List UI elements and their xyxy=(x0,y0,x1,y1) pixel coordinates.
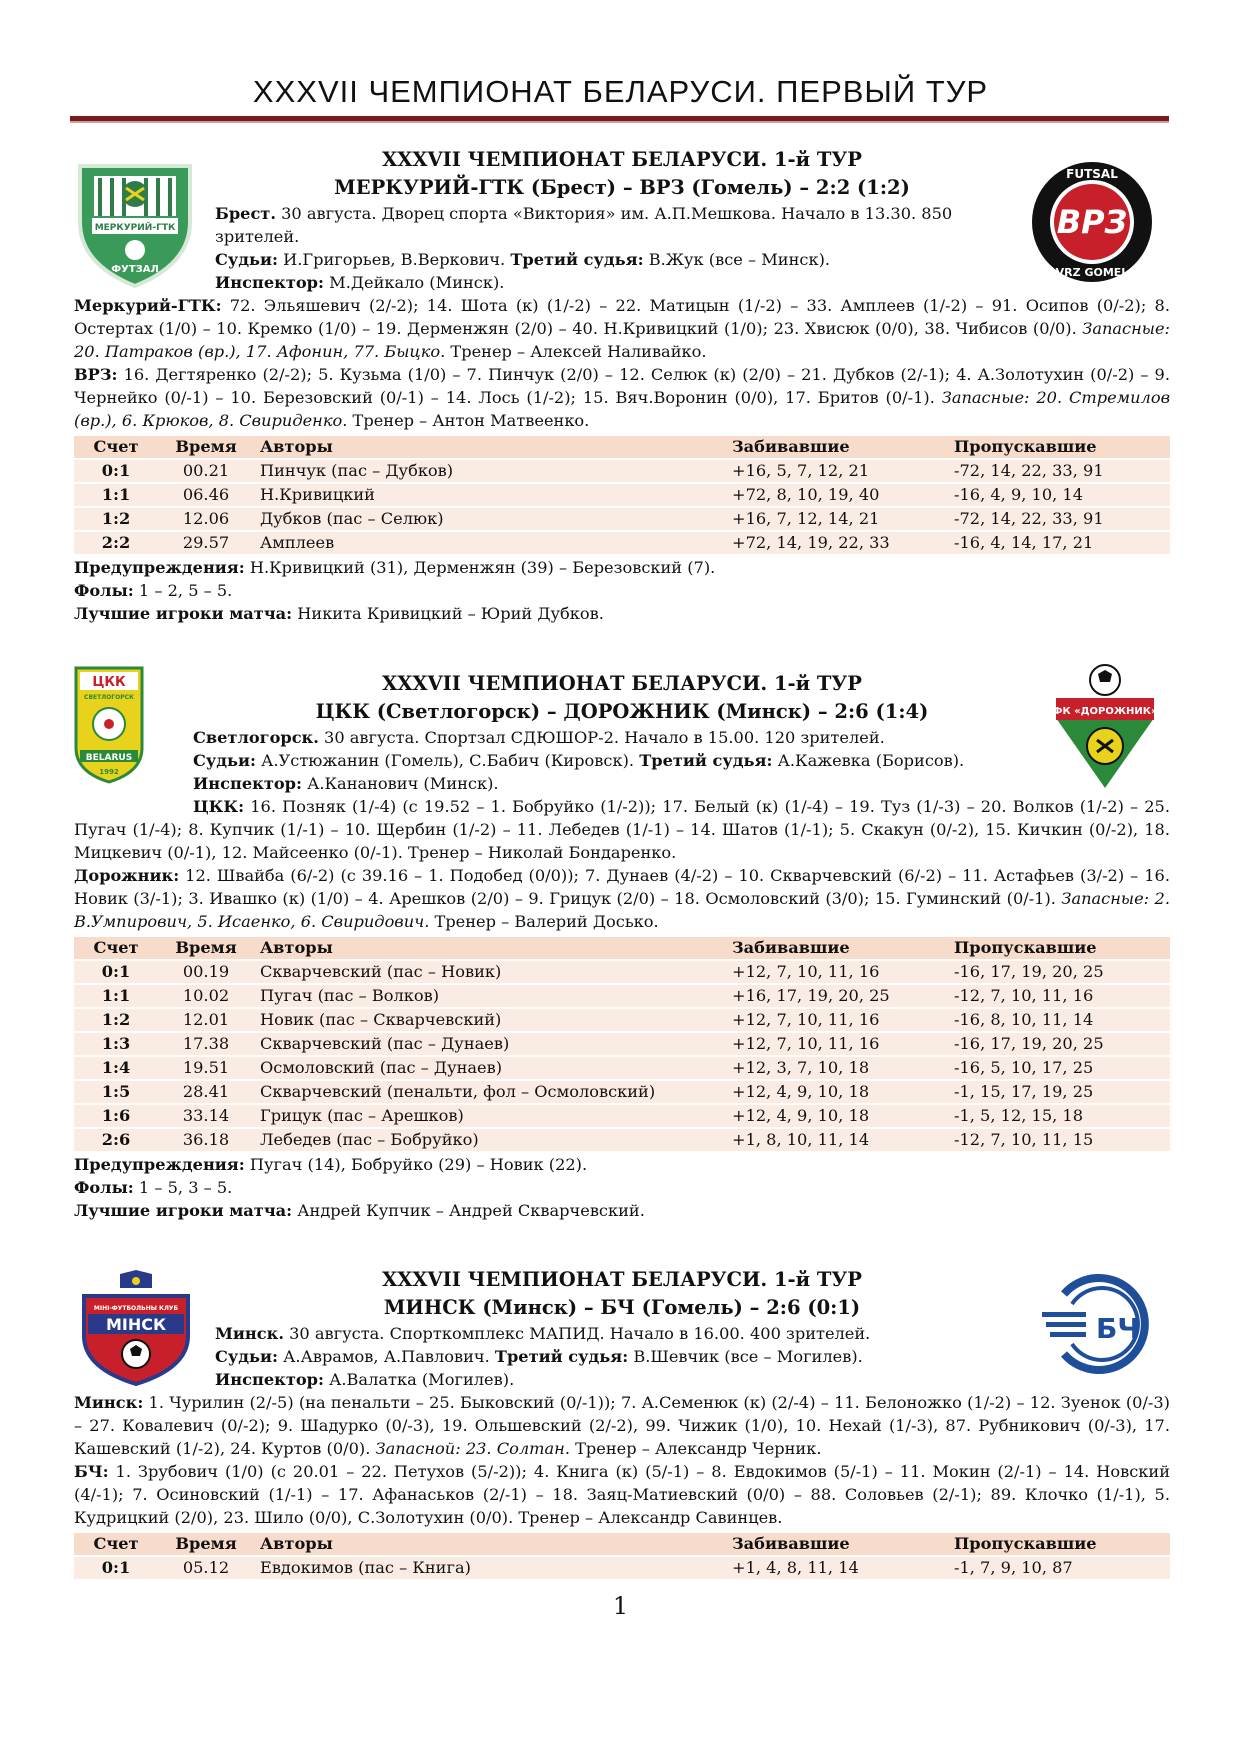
cell-author: Амплеев xyxy=(254,532,726,554)
vrz-logo-top: FUTSAL xyxy=(1066,167,1118,181)
away-coach: Тренер – Валерий Досько. xyxy=(429,912,659,931)
warnings-text: Н.Кривицкий (31), Дерменжян (39) – Березовский (7). xyxy=(244,558,716,577)
inspector-label: Инспектор: xyxy=(215,1370,324,1389)
referees-label: Судьи: xyxy=(215,1347,279,1366)
bch-logo xyxy=(1040,1264,1156,1382)
table-row xyxy=(74,1033,1170,1055)
match-1 xyxy=(74,146,1170,625)
minsk-logo-text: МІНСК xyxy=(105,1315,167,1334)
third-referee-text: В.Жук (все – Минск). xyxy=(643,250,831,269)
warnings-line xyxy=(74,556,1170,579)
fouls-text: 1 – 2, 5 – 5. xyxy=(133,581,233,600)
dorozhnik-logo xyxy=(1052,664,1158,792)
cell-time: 36.18 xyxy=(158,1129,254,1151)
home-lineup-text: 72. Эльяшевич (2/-2); 14. Шота (к) (1/-2) – 22. Матицын (1/-2) – 33. Амплеев (1/-2) – 91. Осипов (0/-2); 8. Остертах (1/0) – 10. Кремко (1/0) – 19. Дерменжян (2/0) – 40. Н.Кривицкий (1/0); 23. Хвисюк (0/0), 38. Чибисов (0/0). xyxy=(74,296,1170,338)
cell-score: 1:4 xyxy=(74,1057,158,1079)
cell-minus: -16, 8, 10, 11, 14 xyxy=(948,1009,1170,1031)
cell-minus: -1, 7, 9, 10, 87 xyxy=(948,1557,1170,1579)
referees-line xyxy=(215,1345,1035,1368)
cell-time: 19.51 xyxy=(158,1057,254,1079)
cell-author: Н.Кривицкий xyxy=(254,484,726,506)
fouls-label: Фолы: xyxy=(74,581,134,600)
cell-time: 10.02 xyxy=(158,985,254,1007)
inspector-text: А.Кананович (Минск). xyxy=(301,774,499,793)
merkuriy-logo-text: МЕРКУРИЙ-ГТК xyxy=(94,223,176,233)
venue-text: 30 августа. Спортзал СДЮШОР-2. Начало в 15.00. 120 зрителей. xyxy=(318,728,885,747)
cell-author: Осмоловский (пас – Дунаев) xyxy=(254,1057,726,1079)
cell-score: 2:6 xyxy=(74,1129,158,1151)
goals-table-header xyxy=(74,436,1170,458)
cell-time: 12.01 xyxy=(158,1009,254,1031)
third-referee-label: Третий судья: xyxy=(639,751,773,770)
cell-plus: +12, 7, 10, 11, 16 xyxy=(726,1033,948,1055)
cell-score: 0:1 xyxy=(74,1557,158,1579)
cell-author: Новик (пас – Скварчевский) xyxy=(254,1009,726,1031)
venue-label: Минск. xyxy=(215,1324,284,1343)
table-row xyxy=(74,961,1170,983)
fouls-label: Фолы: xyxy=(74,1178,134,1197)
cell-plus: +72, 8, 10, 19, 40 xyxy=(726,484,948,506)
referees-text: А.Устюжанин (Гомель), С.Бабич (Кировск). xyxy=(256,751,640,770)
inspector-label: Инспектор: xyxy=(215,273,324,292)
cell-author: Дубков (пас – Селюк) xyxy=(254,508,726,530)
away-lineup-text: 1. Зрубович (1/0) (с 20.01 – 22. Петухов (5/-2)); 4. Книга (к) (5/-1) – 8. Евдокимов (5/-1) – 11. Мокин (2/-1) – 14. Новский (4/-1); 7. Осиновский (1/-1) – 17. Афанаськов (2/-1) – 18. Заяц-Матиевский (0/0) – 88. Соловьев (2/-1); 89. Клочко (1/-1), 5. Кудрицкий (2/0), 23. Шило (0/0), С.Золотухин (0/0). Тренер – Александр Савинцев. xyxy=(74,1462,1170,1527)
inspector-line xyxy=(215,271,1035,294)
fouls-text: 1 – 5, 3 – 5. xyxy=(133,1178,233,1197)
minsk-logo xyxy=(82,1270,190,1386)
away-lineup xyxy=(74,363,1170,432)
col-time: Время xyxy=(158,436,254,458)
cell-time: 06.46 xyxy=(158,484,254,506)
third-referee-text: А.Кажевка (Борисов). xyxy=(772,751,965,770)
away-subs: Запасные: 20. Стремилов (вр.), 6. Крюков, 8. Свириденко. xyxy=(74,388,1170,430)
goals-table xyxy=(74,434,1170,556)
home-lineup xyxy=(74,294,1170,363)
ckk-logo-sub: СВЕТЛОГОРСК xyxy=(84,694,134,701)
ckk-logo-text: ЦКК xyxy=(92,675,126,690)
col-on-court-conceding: Пропускавшие xyxy=(948,436,1170,458)
cell-score: 0:1 xyxy=(74,961,158,983)
match-round: XXXVII ЧЕМПИОНАТ БЕЛАРУСИ. 1-й ТУР xyxy=(382,1268,862,1291)
cell-plus: +1, 8, 10, 11, 14 xyxy=(726,1129,948,1151)
home-team-label: ЦКК: xyxy=(193,797,245,816)
cell-score: 1:1 xyxy=(74,484,158,506)
referees-label: Судьи: xyxy=(215,250,279,269)
referees-label: Судьи: xyxy=(193,751,257,770)
cell-time: 12.06 xyxy=(158,508,254,530)
away-subs: Запасные: 2. В.Умпирович, 5. Исаенко, 6. Свиридович. xyxy=(74,889,1170,931)
col-score: Счет xyxy=(74,937,158,959)
warnings-label: Предупреждения: xyxy=(74,1155,245,1174)
page-title: XXXVII ЧЕМПИОНАТ БЕЛАРУСИ. ПЕРВЫЙ ТУР xyxy=(252,74,989,109)
cell-plus: +16, 5, 7, 12, 21 xyxy=(726,460,948,482)
cell-plus: +16, 7, 12, 14, 21 xyxy=(726,508,948,530)
home-coach: Тренер – Александр Черник. xyxy=(569,1439,822,1458)
goals-table xyxy=(74,1531,1170,1581)
dorozhnik-logo-text: ФК «ДОРОЖНИК» xyxy=(1052,706,1158,717)
table-row xyxy=(74,1009,1170,1031)
table-row xyxy=(74,1105,1170,1127)
inspector-line xyxy=(215,1368,1035,1391)
cell-plus: +12, 4, 9, 10, 18 xyxy=(726,1081,948,1103)
col-on-court-conceding: Пропускавшие xyxy=(948,1533,1170,1555)
cell-minus: -16, 4, 9, 10, 14 xyxy=(948,484,1170,506)
venue-text: 30 августа. Дворец спорта «Виктория» им. А.П.Мешкова. Начало в 13.30. 850 зрителей. xyxy=(215,204,953,246)
table-row xyxy=(74,1081,1170,1103)
cell-minus: -12, 7, 10, 11, 16 xyxy=(948,985,1170,1007)
cell-minus: -72, 14, 22, 33, 91 xyxy=(948,508,1170,530)
away-lineup-text: 16. Дегтяренко (2/-2); 5. Кузьма (1/0) – 7. Пинчук (2/0) – 12. Селюк (к) (2/0) – 21. Дубков (2/-1); 4. А.Золотухин (0/-2) – 9. Чернейко (0/-1) – 10. Березовский (0/-1) – 14. Лось (1/-2); 15. Вяч.Воронин (0/0), 17. Бритов (0/-1). xyxy=(74,365,1170,407)
best-players-text: Никита Кривицкий – Юрий Дубков. xyxy=(292,604,604,623)
venue-label: Светлогорск. xyxy=(193,728,319,747)
home-team-label: Меркурий-ГТК: xyxy=(74,296,222,315)
match-info xyxy=(215,1322,1035,1391)
cell-plus: +16, 17, 19, 20, 25 xyxy=(726,985,948,1007)
cell-score: 0:1 xyxy=(74,460,158,482)
best-players-label: Лучшие игроки матча: xyxy=(74,1201,293,1220)
away-team-label: ВРЗ: xyxy=(74,365,118,384)
match-title: ЦКК (Светлогорск) – ДОРОЖНИК (Минск) – 2:6 (1:4) xyxy=(315,700,929,723)
col-score: Счет xyxy=(74,1533,158,1555)
warnings-label: Предупреждения: xyxy=(74,558,245,577)
cell-minus: -1, 15, 17, 19, 25 xyxy=(948,1081,1170,1103)
title-rule xyxy=(70,116,1169,123)
home-team-label: Минск: xyxy=(74,1393,144,1412)
col-on-court-scoring: Забивавшие xyxy=(726,436,948,458)
match-3 xyxy=(74,1266,1170,1581)
cell-time: 00.19 xyxy=(158,961,254,983)
col-on-court-conceding: Пропускавшие xyxy=(948,937,1170,959)
cell-author: Пугач (пас – Волков) xyxy=(254,985,726,1007)
table-row xyxy=(74,1129,1170,1151)
venue-line xyxy=(215,1322,1035,1345)
inspector-label: Инспектор: xyxy=(193,774,302,793)
col-on-court-scoring: Забивавшие xyxy=(726,1533,948,1555)
inspector-text: А.Валатка (Могилев). xyxy=(323,1370,515,1389)
third-referee-label: Третий судья: xyxy=(494,1347,629,1366)
cell-author: Евдокимов (пас – Книга) xyxy=(254,1557,726,1579)
goals-table-header xyxy=(74,1533,1170,1555)
goals-table-header xyxy=(74,937,1170,959)
page-number: 1 xyxy=(612,1592,629,1620)
ckk-logo-country: BELARUS xyxy=(85,753,133,763)
cell-plus: +1, 4, 8, 11, 14 xyxy=(726,1557,948,1579)
cell-time: 28.41 xyxy=(158,1081,254,1103)
match-round: XXXVII ЧЕМПИОНАТ БЕЛАРУСИ. 1-й ТУР xyxy=(382,148,862,171)
cell-plus: +12, 7, 10, 11, 16 xyxy=(726,1009,948,1031)
table-row xyxy=(74,484,1170,506)
cell-time: 29.57 xyxy=(158,532,254,554)
cell-minus: -1, 5, 12, 15, 18 xyxy=(948,1105,1170,1127)
away-team-label: Дорожник: xyxy=(74,866,180,885)
away-team-label: БЧ: xyxy=(74,1462,109,1481)
home-subs: Запасной: 23. Солтан. xyxy=(375,1439,570,1458)
cell-score: 2:2 xyxy=(74,532,158,554)
match-info xyxy=(215,202,1035,294)
cell-author: Скварчевский (пас – Дунаев) xyxy=(254,1033,726,1055)
match-info xyxy=(193,726,1053,795)
cell-minus: -12, 7, 10, 11, 15 xyxy=(948,1129,1170,1151)
inspector-text: М.Дейкало (Минск). xyxy=(323,273,505,292)
vrz-logo-text: ВРЗ xyxy=(1056,203,1128,241)
away-coach: Тренер – Антон Матвеенко. xyxy=(347,411,590,430)
away-lineup xyxy=(74,1460,1170,1529)
cell-score: 1:1 xyxy=(74,985,158,1007)
cell-minus: -16, 4, 14, 17, 21 xyxy=(948,532,1170,554)
home-coach: Тренер – Алексей Наливайко. xyxy=(445,342,707,361)
cell-plus: +12, 4, 9, 10, 18 xyxy=(726,1105,948,1127)
referees-line xyxy=(193,749,1053,772)
cell-author: Скварчевский (пенальти, фол – Осмоловский) xyxy=(254,1081,726,1103)
referees-line xyxy=(215,248,1035,271)
cell-time: 17.38 xyxy=(158,1033,254,1055)
bch-logo-text: БЧ xyxy=(1096,1312,1140,1345)
away-lineup xyxy=(74,864,1170,933)
cell-minus: -16, 5, 10, 17, 25 xyxy=(948,1057,1170,1079)
cell-minus: -72, 14, 22, 33, 91 xyxy=(948,460,1170,482)
best-players-line xyxy=(74,1199,1170,1222)
venue-text: 30 августа. Спорткомплекс МАПИД. Начало в 16.00. 400 зрителей. xyxy=(283,1324,871,1343)
table-row xyxy=(74,1057,1170,1079)
col-time: Время xyxy=(158,1533,254,1555)
home-subs: Запасные: 20. Патраков (вр.), 17. Афонин, 77. Быцко. xyxy=(74,319,1170,361)
inspector-line xyxy=(193,772,1053,795)
col-authors: Авторы xyxy=(254,937,726,959)
minsk-logo-sub: МІНІ-ФУТБОЛЬНЫ КЛУБ xyxy=(93,1305,179,1312)
col-score: Счет xyxy=(74,436,158,458)
cell-score: 1:2 xyxy=(74,1009,158,1031)
cell-minus: -16, 17, 19, 20, 25 xyxy=(948,1033,1170,1055)
cell-author: Лебедев (пас – Бобруйко) xyxy=(254,1129,726,1151)
home-lineup xyxy=(74,1391,1170,1460)
match-round: XXXVII ЧЕМПИОНАТ БЕЛАРУСИ. 1-й ТУР xyxy=(382,672,862,695)
match-title: МИНСК (Минск) – БЧ (Гомель) – 2:6 (0:1) xyxy=(383,1296,861,1319)
cell-plus: +12, 7, 10, 11, 16 xyxy=(726,961,948,983)
away-lineup-text: 12. Швайба (6/-2) (с 39.16 – 1. Подобед (0/0)); 7. Дунаев (4/-2) – 10. Скварчевский (6/-2) – 11. Астафьев (3/-2) – 16. Новик (3/-1); 3. Ивашко (к) (1/0) – 4. Арешков (2/0) – 9. Грицук (2/0) – 18. Осмоловский (3/0); 15. Гуминский (0/-1). xyxy=(74,866,1170,908)
warnings-line xyxy=(74,1153,1170,1176)
cell-time: 33.14 xyxy=(158,1105,254,1127)
home-lineup-text: 1. Чурилин (2/-5) (на пенальти – 25. Быковский (0/-1)); 7. А.Семенюк (к) (2/-4) – 11. Белоножко (1/-2) – 12. Зуенок (0/-3) – 27. Ковалевич (0/-2); 9. Шадурко (0/-3), 19. Ольшевский (2/-2), 99. Чижик (1/0), 10. Нехай (1/-3), 87. Рубникович (0/-3), 17. Кашевский (1/-2), 24. Куртов (0/0). xyxy=(74,1393,1170,1458)
cell-plus: +72, 14, 19, 22, 33 xyxy=(726,532,948,554)
home-lineup-text: 16. Позняк (1/-4) (с 19.52 – 1. Бобруйко (1/-2)); 17. Белый (к) (1/-4) – 19. Туз (1/-3) – 20. Волков (1/-2) – 25. Пугач (1/-4); 8. Купчик (1/-1) – 10. Щербин (1/-2) – 11. Лебедев (1/-1) – 14. Шатов (1/-1); 5. Скакун (0/-2), 15. Кичкин (0/-2), 18. Мицкевич (0/-1), 12. Майсеенко (0/-1). Тренер – Николай Бондаренко. xyxy=(74,797,1170,862)
ckk-logo-year: 1992 xyxy=(99,768,119,776)
best-players-text: Андрей Купчик – Андрей Скварчевский. xyxy=(292,1201,645,1220)
cell-score: 1:3 xyxy=(74,1033,158,1055)
match-2 xyxy=(74,670,1170,1222)
best-players-label: Лучшие игроки матча: xyxy=(74,604,293,623)
match-title: МЕРКУРИЙ-ГТК (Брест) – ВРЗ (Гомель) – 2:2 (1:2) xyxy=(334,176,910,199)
table-row xyxy=(74,532,1170,554)
table-row xyxy=(74,460,1170,482)
fouls-line xyxy=(74,1176,1170,1199)
cell-author: Скварчевский (пас – Новик) xyxy=(254,961,726,983)
venue-line xyxy=(193,726,1053,749)
vrz-logo xyxy=(1030,160,1154,284)
cell-time: 05.12 xyxy=(158,1557,254,1579)
table-row xyxy=(74,985,1170,1007)
merkuriy-gtk-logo xyxy=(76,160,194,290)
ckk-logo xyxy=(74,666,144,784)
table-row xyxy=(74,508,1170,530)
cell-score: 1:5 xyxy=(74,1081,158,1103)
col-on-court-scoring: Забивавшие xyxy=(726,937,948,959)
third-referee-text: В.Шевчик (все – Могилев). xyxy=(628,1347,863,1366)
cell-score: 1:2 xyxy=(74,508,158,530)
merkuriy-logo-sub: ФУТЗАЛ xyxy=(111,264,159,275)
cell-time: 00.21 xyxy=(158,460,254,482)
col-authors: Авторы xyxy=(254,436,726,458)
table-row xyxy=(74,1557,1170,1579)
venue-line xyxy=(215,202,1035,248)
col-authors: Авторы xyxy=(254,1533,726,1555)
cell-minus: -16, 17, 19, 20, 25 xyxy=(948,961,1170,983)
referees-text: А.Аврамов, А.Павлович. xyxy=(278,1347,495,1366)
warnings-text: Пугач (14), Бобруйко (29) – Новик (22). xyxy=(244,1155,588,1174)
fouls-line xyxy=(74,579,1170,602)
cell-author: Пинчук (пас – Дубков) xyxy=(254,460,726,482)
referees-text: И.Григорьев, В.Веркович. xyxy=(278,250,511,269)
cell-plus: +12, 3, 7, 10, 18 xyxy=(726,1057,948,1079)
best-players-line xyxy=(74,602,1170,625)
venue-label: Брест. xyxy=(215,204,276,223)
vrz-logo-bottom: VRZ GOMEL xyxy=(1055,266,1129,279)
home-lineup xyxy=(74,795,1170,864)
third-referee-label: Третий судья: xyxy=(510,250,644,269)
cell-author: Грицук (пас – Арешков) xyxy=(254,1105,726,1127)
col-time: Время xyxy=(158,937,254,959)
cell-score: 1:6 xyxy=(74,1105,158,1127)
goals-table xyxy=(74,935,1170,1153)
